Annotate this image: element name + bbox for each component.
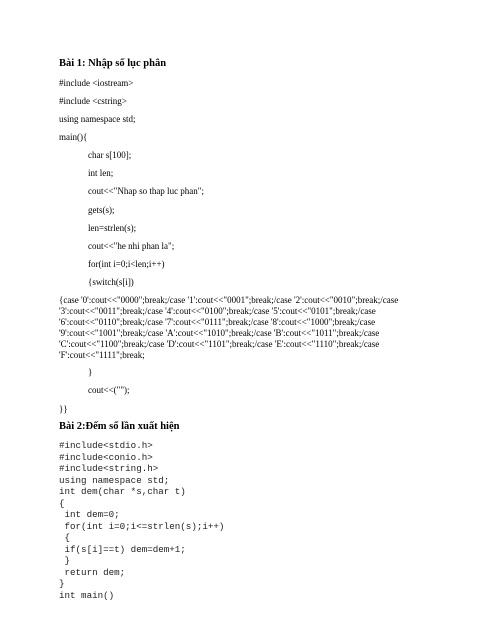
code-line: int main() — [59, 589, 115, 601]
switch-case-block: {case '0':cout<<"0000";break;/case '1':cout<<"0001";break;/case '2':cout<<"0010";break;/case '3':cout<<"0011";break;/case '4':cout<<"0100";break;/case '5':cout<<"0101";break;/case '6':cout<<"0110";break;/case '7':cout<<"0111";break;/case '8':cout<<"1000";break;/case '9':cout<<"1001";break;/case 'A':cout<<"1010";break;/case 'B':cout<<"1011";break;/case 'C':cout<<"1100";break;/case 'D':cout<<"1101";break;/case 'E':cout<<"1110";break;/case 'F':cout<<"1111";break; — [59, 295, 399, 360]
code-line: cout<<"Nhap so thap luc phan"; — [88, 186, 204, 196]
code-line: len=strlen(s); — [88, 223, 137, 233]
code-line: int len; — [88, 168, 114, 178]
code-line: for(int i=0;i<len;i++) — [88, 259, 165, 269]
code-line: { — [59, 497, 65, 509]
code-line: { — [59, 532, 71, 543]
code-line: #include<string.h> — [59, 463, 159, 474]
code-line: int dem=0; — [59, 509, 120, 520]
code-line: #include<stdio.h> — [59, 440, 153, 451]
code-line: main(){ — [59, 132, 88, 142]
code-line: cout<<(""); — [88, 385, 130, 395]
code-line: char s[100]; — [88, 150, 132, 160]
code-line: #include <iostream> — [59, 78, 134, 88]
code-line: #include<conio.h> — [59, 451, 153, 463]
code-line: using namespace std; — [59, 114, 136, 124]
code-line: using namespace std; — [59, 474, 170, 486]
code-line: }} — [59, 404, 68, 414]
code-line: } — [88, 367, 93, 377]
code-line: if(s[i]==t) dem=dem+1; — [59, 543, 186, 555]
code-line: return dem; — [59, 566, 126, 578]
code-line: gets(s); — [88, 205, 115, 215]
bai2-title: Bài 2:Đếm số lần xuất hiện — [59, 421, 180, 432]
code-line: int dem(char *s,char t) — [59, 486, 186, 497]
code-line: for(int i=0;i<=strlen(s);i++) — [59, 520, 225, 532]
code-line: cout<<"he nhi phan la"; — [88, 241, 175, 251]
bai1-title: Bài 1: Nhập số lục phân — [59, 58, 167, 69]
code-line: {switch(s[i]) — [88, 277, 134, 287]
code-line: } — [59, 578, 65, 589]
code-line: #include <cstring> — [59, 96, 127, 106]
code-line: } — [59, 555, 71, 566]
